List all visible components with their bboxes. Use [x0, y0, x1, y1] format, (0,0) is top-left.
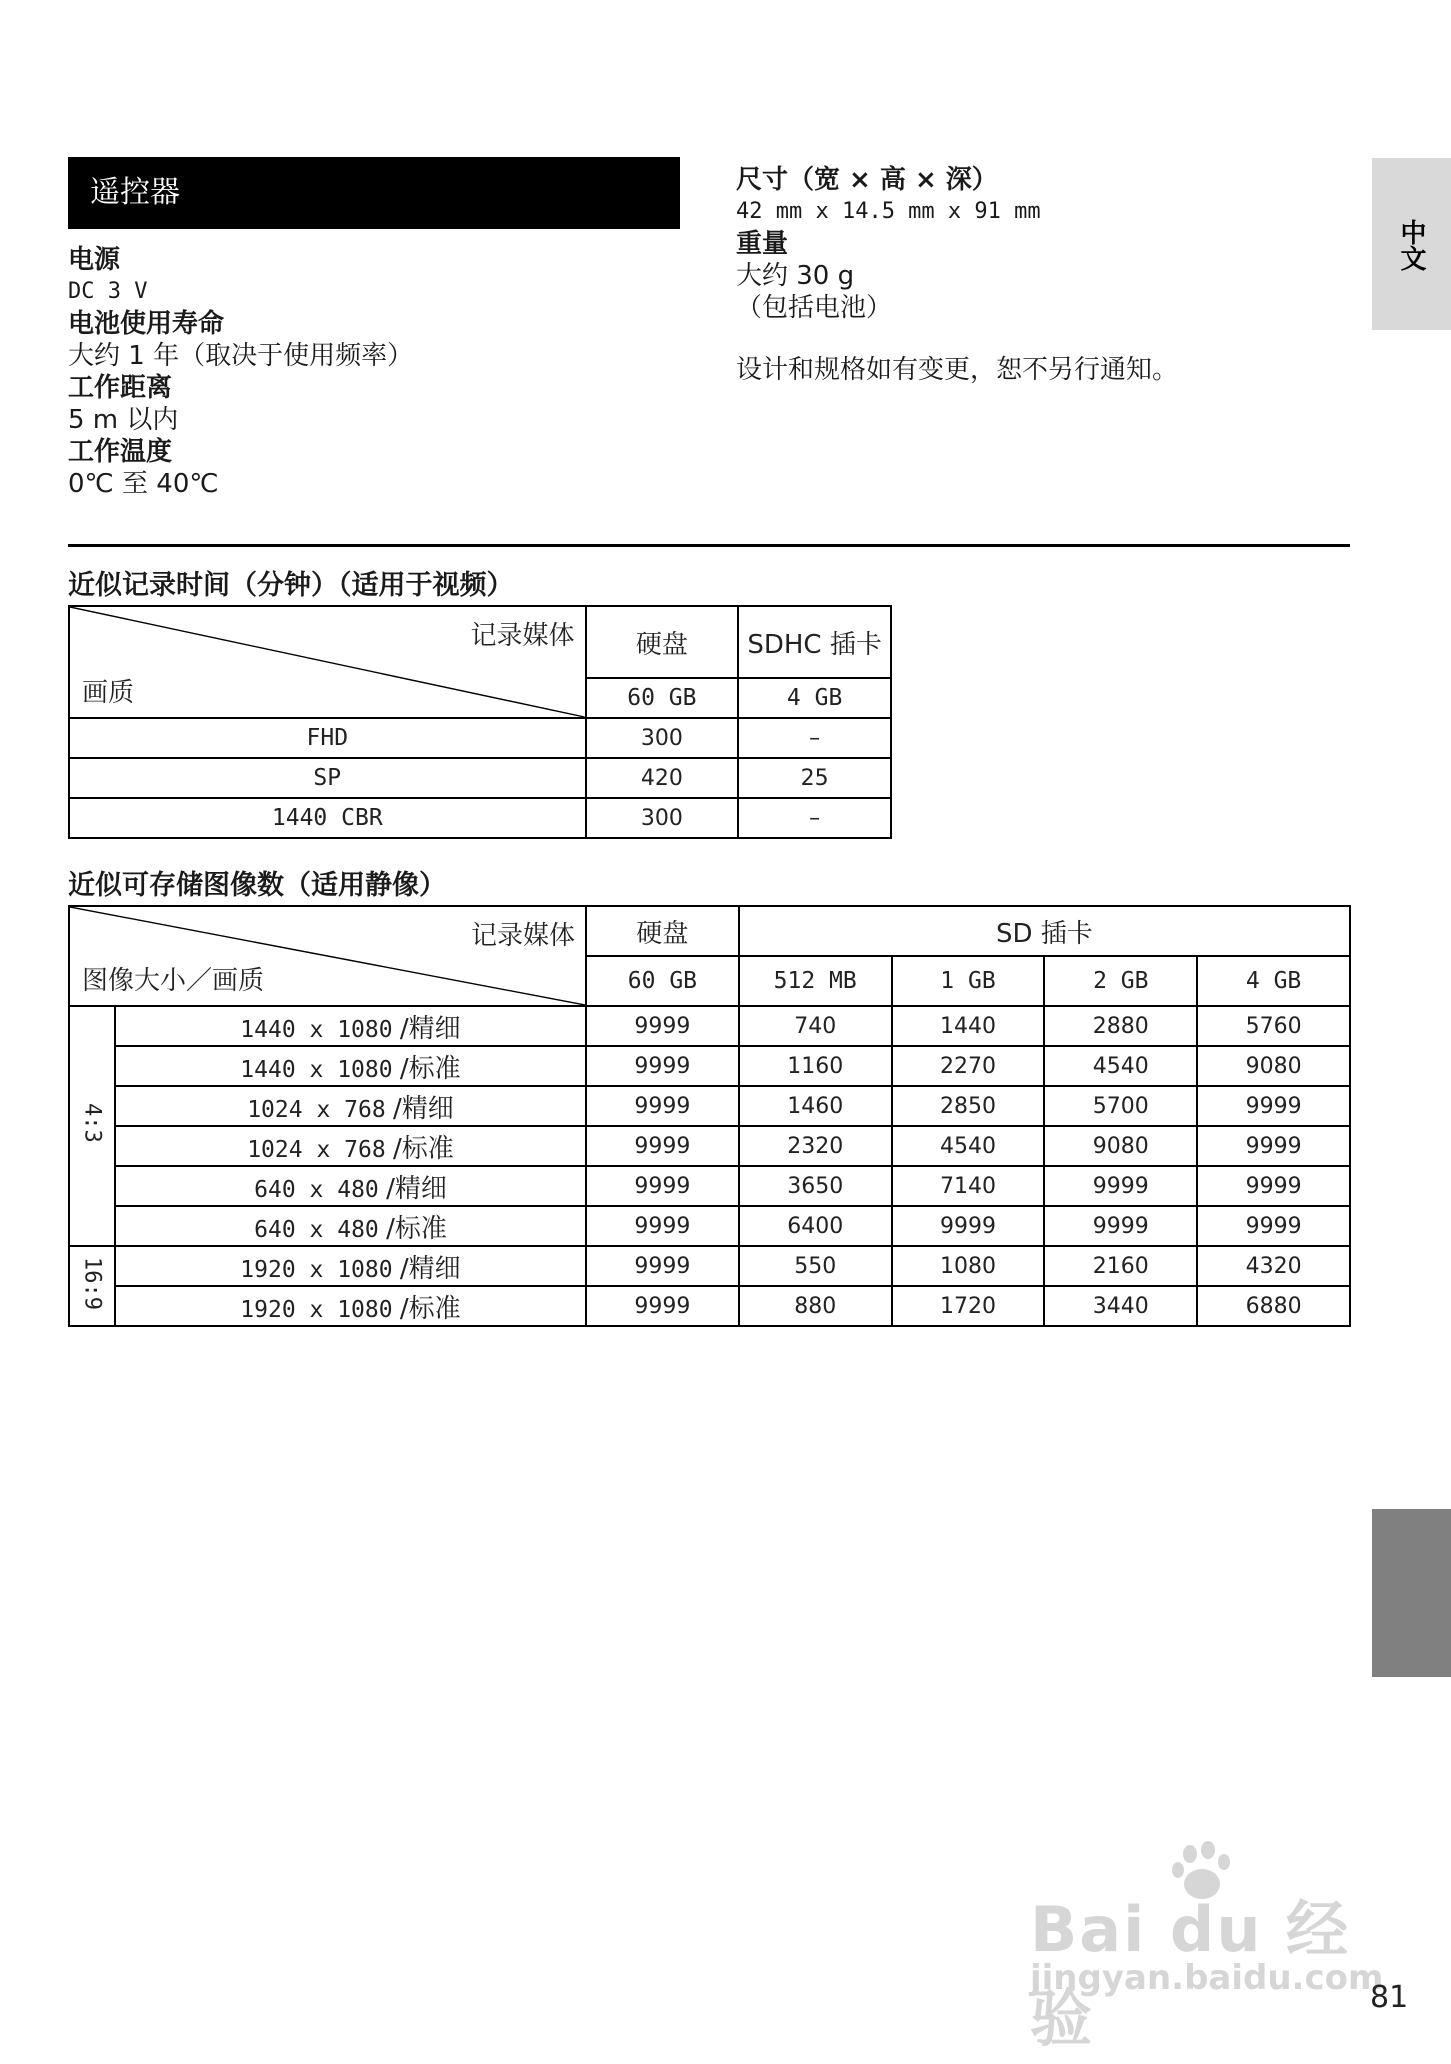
- spec-value-battery-life: 大约 1 年（取决于使用频率）: [68, 341, 414, 371]
- spec-label-dimensions: 尺寸（宽 × 高 × 深）: [736, 165, 998, 195]
- value-cell: 9999: [1197, 1206, 1350, 1246]
- quality-cell: SP: [69, 758, 586, 798]
- value-cell: 6880: [1197, 1286, 1350, 1326]
- aspect-ratio-cell: [69, 1006, 115, 1246]
- spec-weight-note: （包括电池）: [736, 293, 893, 323]
- table-row: [69, 1046, 1350, 1086]
- still-table-heading: 近似可存储图像数（适用静像）: [68, 870, 446, 901]
- value-cell: 9999: [1197, 1166, 1350, 1206]
- aspect-ratio-label: 16:9: [79, 1256, 105, 1310]
- value-cell: 9999: [1197, 1126, 1350, 1166]
- aspect-ratio-label: 4:3: [79, 1103, 105, 1143]
- section-title: 遥控器: [90, 175, 180, 210]
- value-cell: 420: [586, 758, 739, 798]
- value-cell: 9080: [1044, 1126, 1197, 1166]
- capacity-header: 4 GB: [738, 678, 891, 718]
- spec-value-dimensions: 42 mm x 14.5 mm x 91 mm: [736, 199, 1041, 224]
- remote-specs-left: [68, 244, 668, 500]
- value-cell: 9999: [586, 1206, 739, 1246]
- value-cell: 2880: [1044, 1006, 1197, 1046]
- value-cell: 9999: [586, 1246, 739, 1286]
- baidu-watermark: [1030, 1840, 1384, 2055]
- still-image-count-table: [68, 905, 1351, 1327]
- spec-change-notice: 设计和规格如有变更，恕不另行通知。: [736, 355, 1179, 385]
- value-cell: 3650: [739, 1166, 892, 1206]
- table-row: [69, 1126, 1350, 1166]
- gray-index-tab: [1372, 1509, 1451, 1677]
- image-size: 1440 x 1080: [240, 1056, 393, 1083]
- spec-value-range: 5 m 以内: [68, 405, 179, 435]
- corner-label-media: 记录媒体: [471, 921, 576, 951]
- table-row: [69, 718, 891, 758]
- image-size: 640 x 480: [254, 1176, 379, 1203]
- corner-label-media: 记录媒体: [470, 621, 575, 651]
- quality-cell: FHD: [69, 718, 586, 758]
- value-cell: 9999: [586, 1166, 739, 1206]
- media-header-sd: SD 插卡: [739, 906, 1350, 956]
- value-cell: 550: [739, 1246, 892, 1286]
- video-recording-time-table: [68, 605, 892, 839]
- value-cell: 9999: [1197, 1086, 1350, 1126]
- value-cell: 9999: [1044, 1166, 1197, 1206]
- size-quality-cell: [115, 1006, 586, 1046]
- size-quality-cell: [115, 1246, 586, 1286]
- still-table-corner: [69, 906, 586, 1006]
- image-size: 640 x 480: [254, 1216, 379, 1243]
- value-cell: 2160: [1044, 1246, 1197, 1286]
- image-size: 1920 x 1080: [240, 1256, 393, 1283]
- image-quality: /标准: [393, 1133, 454, 1164]
- section-divider: [68, 544, 1350, 547]
- value-cell: 740: [739, 1006, 892, 1046]
- size-quality-cell: [115, 1166, 586, 1206]
- spec-value-power: DC 3 V: [68, 279, 148, 304]
- capacity-header: 1 GB: [892, 956, 1045, 1006]
- image-size: 1920 x 1080: [240, 1296, 393, 1323]
- corner-label-size-quality: 图像大小／画质: [82, 966, 265, 996]
- capacity-header: 60 GB: [586, 678, 739, 718]
- image-size: 1440 x 1080: [240, 1016, 393, 1043]
- corner-label-quality: 画质: [82, 678, 135, 708]
- image-quality: /精细: [399, 1253, 461, 1284]
- value-cell: 3440: [1044, 1286, 1197, 1326]
- table-row: [69, 1006, 1350, 1046]
- value-cell: 9999: [586, 1046, 739, 1086]
- table-row: [69, 1166, 1350, 1206]
- capacity-header: 4 GB: [1197, 956, 1350, 1006]
- image-quality: /标准: [399, 1053, 461, 1084]
- value-cell: 9999: [586, 1286, 739, 1326]
- value-cell: 2850: [892, 1086, 1045, 1126]
- table-row: [69, 1286, 1350, 1326]
- capacity-header: 60 GB: [586, 956, 739, 1006]
- value-cell: 1440: [892, 1006, 1045, 1046]
- value-cell: 1160: [739, 1046, 892, 1086]
- value-cell: 1460: [739, 1086, 892, 1126]
- value-cell: –: [738, 798, 891, 838]
- size-quality-cell: [115, 1046, 586, 1086]
- image-quality: /精细: [393, 1093, 454, 1124]
- value-cell: 4320: [1197, 1246, 1350, 1286]
- value-cell: 9999: [586, 1126, 739, 1166]
- value-cell: 300: [586, 718, 739, 758]
- value-cell: 2270: [892, 1046, 1045, 1086]
- table-row: [69, 1086, 1350, 1126]
- value-cell: 4540: [1044, 1046, 1197, 1086]
- media-header-sdhc: SDHC 插卡: [738, 606, 891, 678]
- image-size: 1024 x 768: [247, 1096, 386, 1123]
- aspect-ratio-cell: [69, 1246, 115, 1326]
- capacity-header: 512 MB: [739, 956, 892, 1006]
- image-quality: /精细: [386, 1173, 447, 1204]
- image-quality: /标准: [386, 1213, 447, 1244]
- size-quality-cell: [115, 1086, 586, 1126]
- size-quality-cell: [115, 1286, 586, 1326]
- remote-specs-right: [736, 164, 1356, 386]
- image-size: 1024 x 768: [247, 1136, 386, 1163]
- page-number: 81: [1370, 1980, 1409, 2015]
- image-quality: /标准: [399, 1293, 461, 1324]
- value-cell: 9999: [1044, 1206, 1197, 1246]
- table-row: [69, 1246, 1350, 1286]
- table-row: [69, 758, 891, 798]
- quality-cell: 1440 CBR: [69, 798, 586, 838]
- spec-label-range: 工作距离: [68, 373, 173, 403]
- video-table-heading: 近似记录时间（分钟）（适用于视频）: [68, 570, 514, 601]
- value-cell: 9999: [586, 1006, 739, 1046]
- spec-value-temperature: 0℃ 至 40℃: [68, 469, 219, 499]
- value-cell: –: [738, 718, 891, 758]
- value-cell: 300: [586, 798, 739, 838]
- spec-label-weight: 重量: [736, 229, 789, 259]
- language-tab-label: 中文: [1396, 219, 1426, 271]
- watermark-url: jingyan.baidu.com: [1030, 1958, 1384, 1998]
- value-cell: 25: [738, 758, 891, 798]
- spec-label-battery-life: 电池使用寿命: [68, 309, 225, 339]
- video-table-corner: [69, 606, 586, 718]
- value-cell: 9999: [586, 1086, 739, 1126]
- value-cell: 9080: [1197, 1046, 1350, 1086]
- value-cell: 880: [739, 1286, 892, 1326]
- table-row: [69, 798, 891, 838]
- spec-value-weight: 大约 30 g: [736, 261, 855, 291]
- capacity-header: 2 GB: [1044, 956, 1197, 1006]
- size-quality-cell: [115, 1206, 586, 1246]
- spec-label-temperature: 工作温度: [68, 437, 173, 467]
- value-cell: 7140: [892, 1166, 1045, 1206]
- value-cell: 2320: [739, 1126, 892, 1166]
- spec-label-power: 电源: [68, 245, 121, 275]
- section-title-bar: [68, 157, 680, 229]
- image-quality: /精细: [399, 1013, 461, 1044]
- size-quality-cell: [115, 1126, 586, 1166]
- value-cell: 6400: [739, 1206, 892, 1246]
- value-cell: 4540: [892, 1126, 1045, 1166]
- value-cell: 1720: [892, 1286, 1045, 1326]
- value-cell: 1080: [892, 1246, 1045, 1286]
- value-cell: 5760: [1197, 1006, 1350, 1046]
- watermark-brand: Bai du 经验: [1030, 1893, 1351, 2055]
- value-cell: 9999: [892, 1206, 1045, 1246]
- table-row: [69, 1206, 1350, 1246]
- value-cell: 5700: [1044, 1086, 1197, 1126]
- media-header-hdd: 硬盘: [586, 906, 739, 956]
- media-header-hdd: 硬盘: [586, 606, 739, 678]
